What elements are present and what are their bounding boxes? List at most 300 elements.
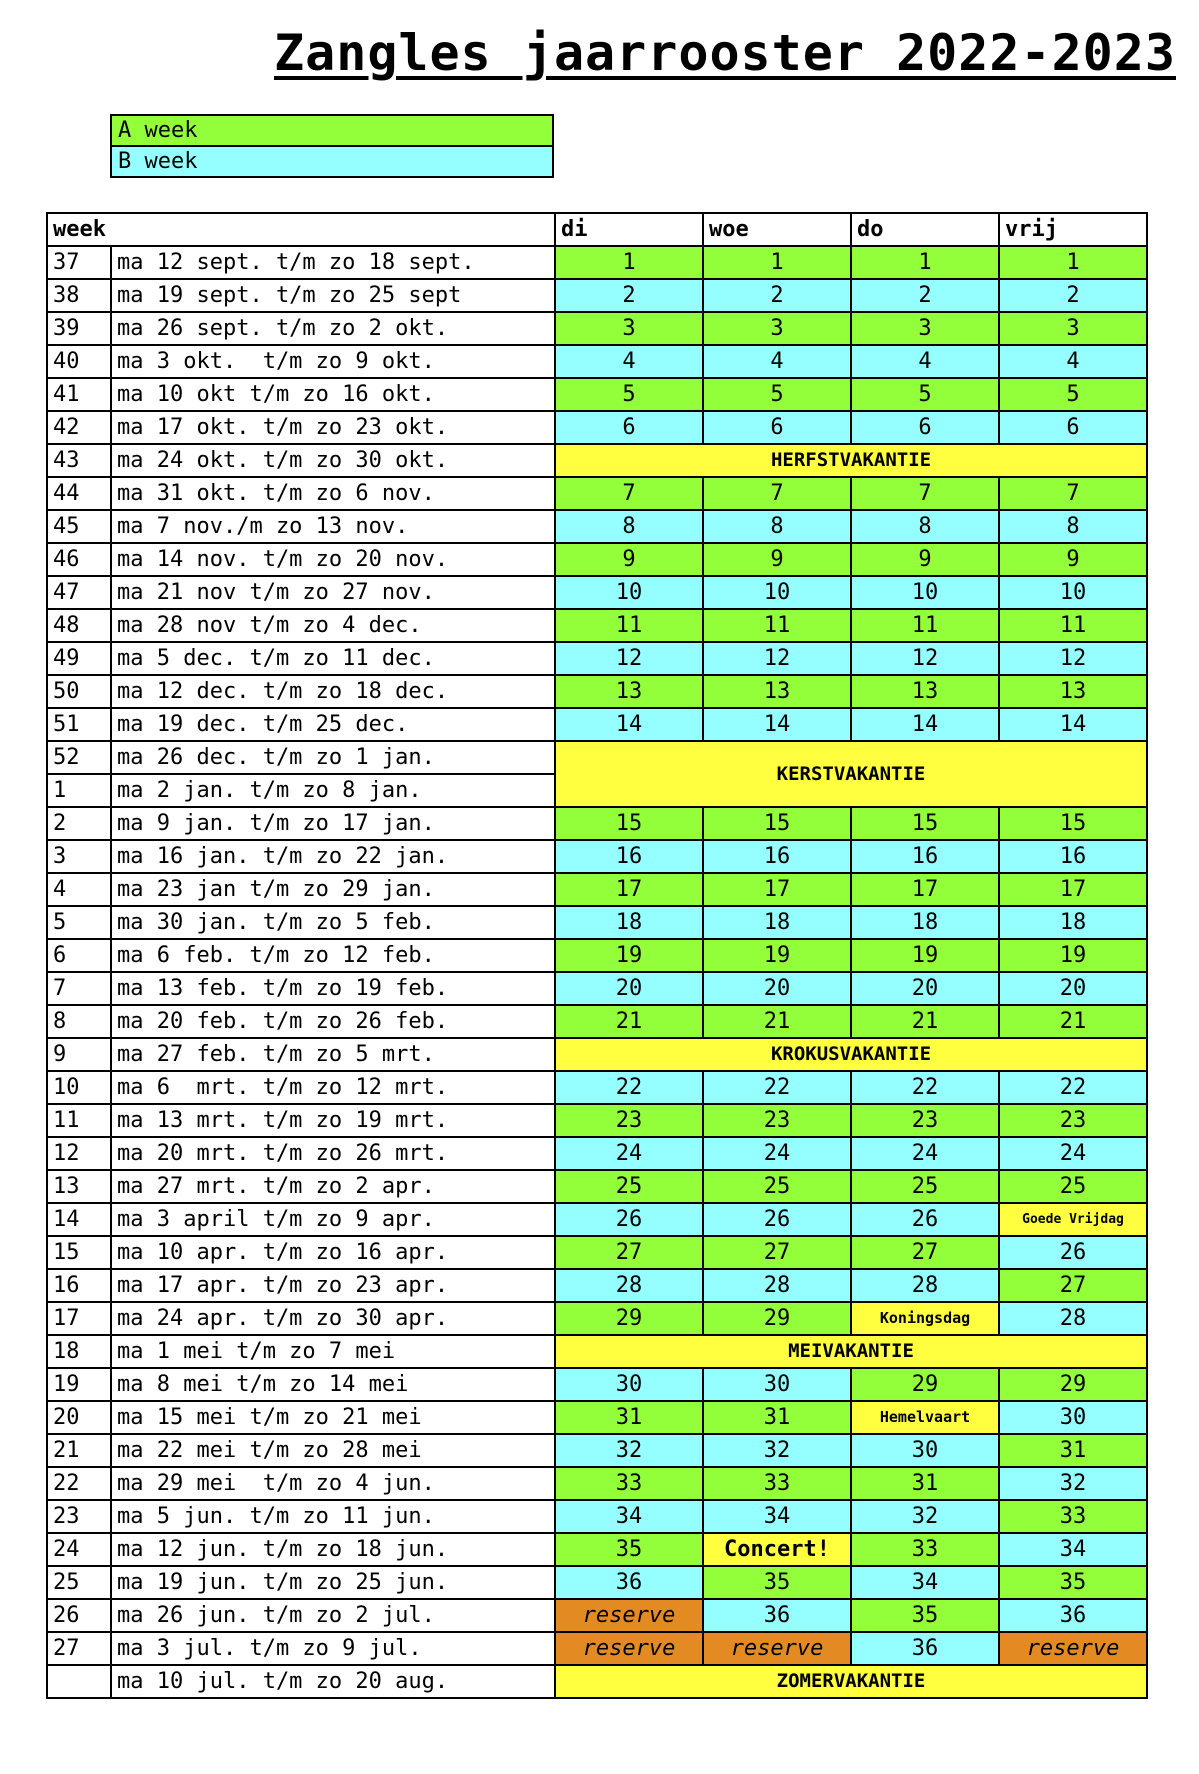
lesson-cell: 28	[851, 1269, 999, 1302]
schedule-row	[47, 1137, 1147, 1170]
lesson-cell: 10	[999, 576, 1147, 609]
lesson-cell: 7	[703, 477, 851, 510]
schedule-row	[47, 1005, 1147, 1038]
lesson-cell: 35	[555, 1533, 703, 1566]
week-number: 40	[47, 345, 111, 378]
schedule-row	[47, 1335, 1147, 1368]
week-number: 43	[47, 444, 111, 477]
reserve-cell: reserve	[999, 1632, 1147, 1665]
lesson-cell: 32	[999, 1467, 1147, 1500]
week-number: 23	[47, 1500, 111, 1533]
lesson-cell: 2	[999, 279, 1147, 312]
schedule-row	[47, 1071, 1147, 1104]
week-number: 48	[47, 609, 111, 642]
lesson-cell: 15	[555, 807, 703, 840]
date-range: ma 27 mrt. t/m zo 2 apr.	[111, 1170, 555, 1203]
date-range: ma 6 feb. t/m zo 12 feb.	[111, 939, 555, 972]
schedule-row	[47, 477, 1147, 510]
lesson-cell: 18	[851, 906, 999, 939]
lesson-cell: 20	[555, 972, 703, 1005]
legend-label: B week	[111, 146, 553, 177]
lesson-cell: 32	[555, 1434, 703, 1467]
lesson-cell: 15	[703, 807, 851, 840]
reserve-cell: reserve	[703, 1632, 851, 1665]
lesson-cell: 10	[851, 576, 999, 609]
week-number: 42	[47, 411, 111, 444]
schedule-row	[47, 312, 1147, 345]
lesson-cell: 12	[555, 642, 703, 675]
lesson-cell: 30	[999, 1401, 1147, 1434]
schedule-row	[47, 708, 1147, 741]
week-number: 16	[47, 1269, 111, 1302]
week-number: 2	[47, 807, 111, 840]
lesson-cell: 17	[703, 873, 851, 906]
date-range: ma 12 sept. t/m zo 18 sept.	[111, 246, 555, 279]
week-number: 44	[47, 477, 111, 510]
concert-cell: Concert!	[703, 1533, 851, 1566]
week-number: 37	[47, 246, 111, 279]
lesson-cell: 3	[851, 312, 999, 345]
lesson-cell: 13	[999, 675, 1147, 708]
date-range: ma 13 feb. t/m zo 19 feb.	[111, 972, 555, 1005]
date-range: ma 5 jun. t/m zo 11 jun.	[111, 1500, 555, 1533]
week-number: 1	[47, 774, 111, 807]
lesson-cell: 33	[851, 1533, 999, 1566]
lesson-cell: 7	[851, 477, 999, 510]
date-range: ma 24 apr. t/m zo 30 apr.	[111, 1302, 555, 1335]
holiday-cell: Koningsdag	[851, 1302, 999, 1335]
date-range: ma 3 april t/m zo 9 apr.	[111, 1203, 555, 1236]
lesson-cell: 2	[703, 279, 851, 312]
week-number: 50	[47, 675, 111, 708]
week-number: 22	[47, 1467, 111, 1500]
schedule-row	[47, 972, 1147, 1005]
lesson-cell: 10	[555, 576, 703, 609]
lesson-cell: 22	[703, 1071, 851, 1104]
lesson-cell: 14	[555, 708, 703, 741]
legend-row	[111, 115, 553, 146]
lesson-cell: 5	[851, 378, 999, 411]
schedule-row	[47, 1599, 1147, 1632]
lesson-cell: 32	[703, 1434, 851, 1467]
lesson-cell: 35	[703, 1566, 851, 1599]
lesson-cell: 3	[999, 312, 1147, 345]
lesson-cell: 6	[703, 411, 851, 444]
schedule-row	[47, 840, 1147, 873]
week-number: 49	[47, 642, 111, 675]
lesson-cell: 16	[851, 840, 999, 873]
schedule-row	[47, 873, 1147, 906]
week-number: 52	[47, 741, 111, 774]
week-number: 38	[47, 279, 111, 312]
date-range: ma 27 feb. t/m zo 5 mrt.	[111, 1038, 555, 1071]
lesson-cell: 11	[703, 609, 851, 642]
lesson-cell: 29	[555, 1302, 703, 1335]
lesson-cell: 7	[555, 477, 703, 510]
lesson-cell: 20	[703, 972, 851, 1005]
week-number: 3	[47, 840, 111, 873]
header-di: di	[555, 213, 703, 246]
lesson-cell: 26	[703, 1203, 851, 1236]
week-number: 51	[47, 708, 111, 741]
lesson-cell: 24	[851, 1137, 999, 1170]
date-range: ma 20 feb. t/m zo 26 feb.	[111, 1005, 555, 1038]
lesson-cell: 4	[703, 345, 851, 378]
week-number: 15	[47, 1236, 111, 1269]
lesson-cell: 16	[555, 840, 703, 873]
lesson-cell: 21	[851, 1005, 999, 1038]
lesson-cell: 26	[851, 1203, 999, 1236]
schedule-row	[47, 1533, 1147, 1566]
lesson-cell: 21	[999, 1005, 1147, 1038]
lesson-cell: 20	[999, 972, 1147, 1005]
schedule-row	[47, 1368, 1147, 1401]
week-number: 26	[47, 1599, 111, 1632]
date-range: ma 17 apr. t/m zo 23 apr.	[111, 1269, 555, 1302]
week-number: 47	[47, 576, 111, 609]
schedule-row	[47, 642, 1147, 675]
date-range: ma 9 jan. t/m zo 17 jan.	[111, 807, 555, 840]
date-range: ma 16 jan. t/m zo 22 jan.	[111, 840, 555, 873]
date-range: ma 13 mrt. t/m zo 19 mrt.	[111, 1104, 555, 1137]
lesson-cell: 5	[555, 378, 703, 411]
lesson-cell: 28	[555, 1269, 703, 1302]
lesson-cell: 25	[999, 1170, 1147, 1203]
lesson-cell: 32	[851, 1500, 999, 1533]
lesson-cell: 25	[555, 1170, 703, 1203]
lesson-cell: 2	[851, 279, 999, 312]
lesson-cell: 23	[555, 1104, 703, 1137]
lesson-cell: 1	[999, 246, 1147, 279]
date-range: ma 19 sept. t/m zo 25 sept	[111, 279, 555, 312]
date-range: ma 10 apr. t/m zo 16 apr.	[111, 1236, 555, 1269]
schedule-row	[47, 378, 1147, 411]
week-number: 46	[47, 543, 111, 576]
schedule-row	[47, 246, 1147, 279]
lesson-cell: 12	[851, 642, 999, 675]
legend-row	[111, 146, 553, 177]
date-range: ma 10 jul. t/m zo 20 aug.	[111, 1665, 555, 1698]
lesson-cell: 4	[999, 345, 1147, 378]
week-number: 8	[47, 1005, 111, 1038]
schedule-row	[47, 1038, 1147, 1071]
week-number: 10	[47, 1071, 111, 1104]
lesson-cell: 22	[999, 1071, 1147, 1104]
week-number: 25	[47, 1566, 111, 1599]
date-range: ma 5 dec. t/m zo 11 dec.	[111, 642, 555, 675]
page-title: Zangles jaarrooster 2022-2023	[274, 24, 1176, 82]
vacation-cell: KROKUSVAKANTIE	[555, 1038, 1147, 1071]
lesson-cell: 16	[999, 840, 1147, 873]
date-range: ma 1 mei t/m zo 7 mei	[111, 1335, 555, 1368]
date-range: ma 29 mei t/m zo 4 jun.	[111, 1467, 555, 1500]
header-vrij: vrij	[999, 213, 1147, 246]
schedule-row	[47, 279, 1147, 312]
lesson-cell: 20	[851, 972, 999, 1005]
schedule-row	[47, 1269, 1147, 1302]
week-number: 27	[47, 1632, 111, 1665]
reserve-cell: reserve	[555, 1632, 703, 1665]
week-number: 20	[47, 1401, 111, 1434]
lesson-cell: 36	[999, 1599, 1147, 1632]
vacation-cell: ZOMERVAKANTIE	[555, 1665, 1147, 1698]
schedule-row	[47, 1566, 1147, 1599]
lesson-cell: 34	[999, 1533, 1147, 1566]
lesson-cell: 23	[851, 1104, 999, 1137]
lesson-cell: 3	[703, 312, 851, 345]
lesson-cell: 18	[703, 906, 851, 939]
lesson-cell: 5	[999, 378, 1147, 411]
lesson-cell: 19	[703, 939, 851, 972]
lesson-cell: 28	[703, 1269, 851, 1302]
lesson-cell: 19	[555, 939, 703, 972]
lesson-cell: 4	[851, 345, 999, 378]
lesson-cell: 31	[703, 1401, 851, 1434]
date-range: ma 19 dec. t/m 25 dec.	[111, 708, 555, 741]
week-number: 41	[47, 378, 111, 411]
vacation-cell: KERSTVAKANTIE	[555, 741, 1147, 807]
lesson-cell: 2	[555, 279, 703, 312]
week-number: 9	[47, 1038, 111, 1071]
lesson-cell: 31	[999, 1434, 1147, 1467]
holiday-cell: Goede Vrijdag	[999, 1203, 1147, 1236]
schedule-row	[47, 741, 1147, 774]
date-range: ma 21 nov t/m zo 27 nov.	[111, 576, 555, 609]
week-number: 45	[47, 510, 111, 543]
vacation-cell: HERFSTVAKANTIE	[555, 444, 1147, 477]
date-range: ma 23 jan t/m zo 29 jan.	[111, 873, 555, 906]
lesson-cell: 33	[999, 1500, 1147, 1533]
schedule-row	[47, 444, 1147, 477]
header-do: do	[851, 213, 999, 246]
schedule-row	[47, 1236, 1147, 1269]
schedule-row	[47, 906, 1147, 939]
date-range: ma 28 nov t/m zo 4 dec.	[111, 609, 555, 642]
date-range: ma 24 okt. t/m zo 30 okt.	[111, 444, 555, 477]
lesson-cell: 24	[999, 1137, 1147, 1170]
schedule-row	[47, 411, 1147, 444]
week-number: 24	[47, 1533, 111, 1566]
lesson-cell: 4	[555, 345, 703, 378]
date-range: ma 15 mei t/m zo 21 mei	[111, 1401, 555, 1434]
lesson-cell: 27	[851, 1236, 999, 1269]
lesson-cell: 9	[851, 543, 999, 576]
header-row	[47, 213, 1147, 246]
lesson-cell: 36	[703, 1599, 851, 1632]
lesson-cell: 27	[555, 1236, 703, 1269]
schedule-row	[47, 510, 1147, 543]
lesson-cell: 15	[999, 807, 1147, 840]
lesson-cell: 25	[703, 1170, 851, 1203]
lesson-cell: 29	[703, 1302, 851, 1335]
date-range: ma 8 mei t/m zo 14 mei	[111, 1368, 555, 1401]
schedule-row	[47, 1203, 1147, 1236]
lesson-cell: 11	[851, 609, 999, 642]
week-number: 18	[47, 1335, 111, 1368]
schedule-row	[47, 1401, 1147, 1434]
lesson-cell: 33	[555, 1467, 703, 1500]
schedule-row	[47, 1467, 1147, 1500]
lesson-cell: 12	[999, 642, 1147, 675]
lesson-cell: 14	[999, 708, 1147, 741]
lesson-cell: 1	[703, 246, 851, 279]
vacation-cell: MEIVAKANTIE	[555, 1335, 1147, 1368]
lesson-cell: 11	[555, 609, 703, 642]
lesson-cell: 10	[703, 576, 851, 609]
date-range: ma 17 okt. t/m zo 23 okt.	[111, 411, 555, 444]
lesson-cell: 25	[851, 1170, 999, 1203]
lesson-cell: 26	[999, 1236, 1147, 1269]
date-range: ma 7 nov./m zo 13 nov.	[111, 510, 555, 543]
week-number: 19	[47, 1368, 111, 1401]
date-range: ma 12 dec. t/m zo 18 dec.	[111, 675, 555, 708]
schedule-row	[47, 1302, 1147, 1335]
date-range: ma 31 okt. t/m zo 6 nov.	[111, 477, 555, 510]
lesson-cell: 17	[851, 873, 999, 906]
lesson-cell: 6	[851, 411, 999, 444]
date-range: ma 26 jun. t/m zo 2 jul.	[111, 1599, 555, 1632]
lesson-cell: 14	[851, 708, 999, 741]
lesson-cell: 33	[703, 1467, 851, 1500]
date-range: ma 12 jun. t/m zo 18 jun.	[111, 1533, 555, 1566]
date-range: ma 3 okt. t/m zo 9 okt.	[111, 345, 555, 378]
date-range: ma 20 mrt. t/m zo 26 mrt.	[111, 1137, 555, 1170]
lesson-cell: 21	[555, 1005, 703, 1038]
lesson-cell: 29	[851, 1368, 999, 1401]
lesson-cell: 19	[851, 939, 999, 972]
schedule-row	[47, 1104, 1147, 1137]
lesson-cell: 28	[999, 1302, 1147, 1335]
week-number: 4	[47, 873, 111, 906]
header-woe: woe	[703, 213, 851, 246]
schedule-row	[47, 1665, 1147, 1698]
week-number: 6	[47, 939, 111, 972]
schedule-row	[47, 675, 1147, 708]
lesson-cell: 22	[555, 1071, 703, 1104]
lesson-cell: 30	[703, 1368, 851, 1401]
lesson-cell: 27	[999, 1269, 1147, 1302]
date-range: ma 2 jan. t/m zo 8 jan.	[111, 774, 555, 807]
lesson-cell: 9	[703, 543, 851, 576]
lesson-cell: 36	[555, 1566, 703, 1599]
week-number: 11	[47, 1104, 111, 1137]
week-number: 39	[47, 312, 111, 345]
lesson-cell: 17	[999, 873, 1147, 906]
schedule-row	[47, 1170, 1147, 1203]
schedule-row	[47, 576, 1147, 609]
lesson-cell: 13	[703, 675, 851, 708]
date-range: ma 6 mrt. t/m zo 12 mrt.	[111, 1071, 555, 1104]
schedule-row	[47, 807, 1147, 840]
lesson-cell: 8	[555, 510, 703, 543]
lesson-cell: 17	[555, 873, 703, 906]
lesson-cell: 18	[555, 906, 703, 939]
lesson-cell: 21	[703, 1005, 851, 1038]
lesson-cell: 6	[555, 411, 703, 444]
lesson-cell: 35	[999, 1566, 1147, 1599]
date-range: ma 19 jun. t/m zo 25 jun.	[111, 1566, 555, 1599]
lesson-cell: 34	[555, 1500, 703, 1533]
date-range: ma 22 mei t/m zo 28 mei	[111, 1434, 555, 1467]
lesson-cell: 9	[999, 543, 1147, 576]
lesson-cell: 16	[703, 840, 851, 873]
lesson-cell: 1	[555, 246, 703, 279]
schedule-row	[47, 1434, 1147, 1467]
lesson-cell: 11	[999, 609, 1147, 642]
date-range: ma 26 dec. t/m zo 1 jan.	[111, 741, 555, 774]
schedule-row	[47, 939, 1147, 972]
lesson-cell: 5	[703, 378, 851, 411]
header-week: week	[47, 213, 555, 246]
lesson-cell: 23	[703, 1104, 851, 1137]
lesson-cell: 8	[851, 510, 999, 543]
lesson-cell: 26	[555, 1203, 703, 1236]
lesson-cell: 31	[555, 1401, 703, 1434]
lesson-cell: 7	[999, 477, 1147, 510]
date-range: ma 30 jan. t/m zo 5 feb.	[111, 906, 555, 939]
lesson-cell: 15	[851, 807, 999, 840]
lesson-cell: 30	[555, 1368, 703, 1401]
lesson-cell: 6	[999, 411, 1147, 444]
date-range: ma 14 nov. t/m zo 20 nov.	[111, 543, 555, 576]
week-number: 17	[47, 1302, 111, 1335]
lesson-cell: 27	[703, 1236, 851, 1269]
lesson-cell: 29	[999, 1368, 1147, 1401]
reserve-cell: reserve	[555, 1599, 703, 1632]
week-number: 13	[47, 1170, 111, 1203]
date-range: ma 3 jul. t/m zo 9 jul.	[111, 1632, 555, 1665]
schedule-row	[47, 1632, 1147, 1665]
lesson-cell: 9	[555, 543, 703, 576]
schedule-row	[47, 1500, 1147, 1533]
lesson-cell: 13	[851, 675, 999, 708]
lesson-cell: 35	[851, 1599, 999, 1632]
date-range: ma 10 okt t/m zo 16 okt.	[111, 378, 555, 411]
lesson-cell: 18	[999, 906, 1147, 939]
week-number: 12	[47, 1137, 111, 1170]
week-number	[47, 1665, 111, 1698]
lesson-cell: 22	[851, 1071, 999, 1104]
lesson-cell: 8	[999, 510, 1147, 543]
week-number: 14	[47, 1203, 111, 1236]
lesson-cell: 34	[851, 1566, 999, 1599]
schedule-row	[47, 543, 1147, 576]
lesson-cell: 34	[703, 1500, 851, 1533]
date-range: ma 26 sept. t/m zo 2 okt.	[111, 312, 555, 345]
week-number: 7	[47, 972, 111, 1005]
week-number: 5	[47, 906, 111, 939]
schedule-table	[46, 212, 1148, 1699]
lesson-cell: 3	[555, 312, 703, 345]
lesson-cell: 31	[851, 1467, 999, 1500]
lesson-cell: 23	[999, 1104, 1147, 1137]
lesson-cell: 19	[999, 939, 1147, 972]
lesson-cell: 14	[703, 708, 851, 741]
legend-table	[110, 114, 554, 178]
lesson-cell: 24	[555, 1137, 703, 1170]
schedule-row	[47, 345, 1147, 378]
lesson-cell: 13	[555, 675, 703, 708]
lesson-cell: 24	[703, 1137, 851, 1170]
lesson-cell: 12	[703, 642, 851, 675]
holiday-cell: Hemelvaart	[851, 1401, 999, 1434]
lesson-cell: 36	[851, 1632, 999, 1665]
lesson-cell: 8	[703, 510, 851, 543]
lesson-cell: 30	[851, 1434, 999, 1467]
schedule-row	[47, 609, 1147, 642]
lesson-cell: 1	[851, 246, 999, 279]
week-number: 21	[47, 1434, 111, 1467]
